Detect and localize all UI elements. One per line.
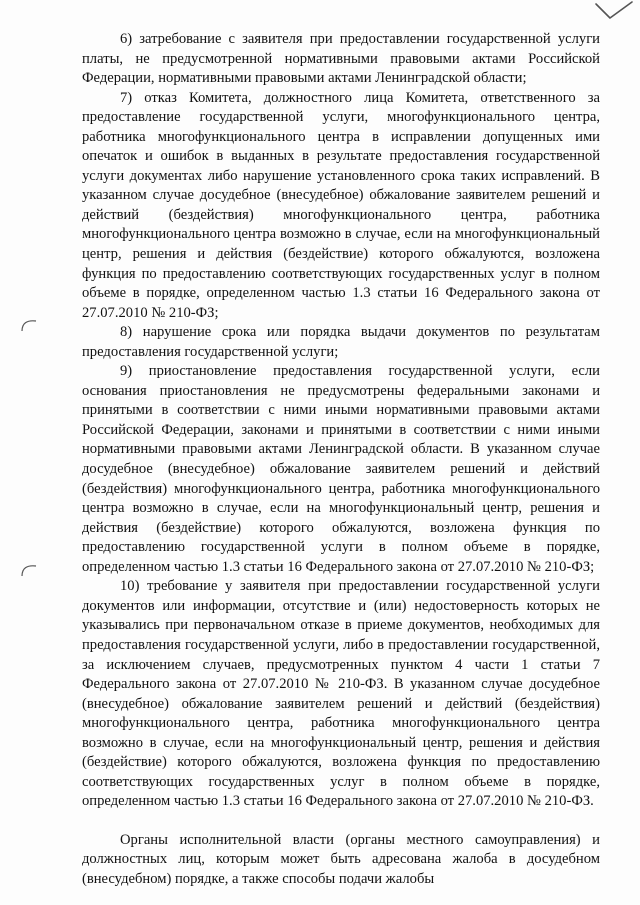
corner-check-mark — [592, 0, 640, 30]
section-heading-paragraph: Органы исполнительной власти (органы местного самоуправления) и должностных лиц, которым может быть адресована жалоба в досудебном (внесудебном) порядке, а также способы подачи жалобы — [82, 831, 600, 887]
document-body — [82, 30, 600, 890]
paragraph-item-8: 8) нарушение срока или порядка выдачи документов по результатам предоставления государственной услуги; — [82, 324, 600, 360]
punch-hole-mark — [20, 318, 38, 332]
paragraph-item-10: 10) требование у заявителя при предоставлении государственной услуги документов или информации, отсутствие и (или) недостоверность которых не указывались при первоначальном отказе в приеме документов, необходимых для предоставления государственной услуги, либо в предоставлении государственной, за исключением случаев, предусмотренных пунктом 4 части 1 статьи 7 Федерального закона от 27.07.2010 № 210-ФЗ. В указанном случае досудебное (внесудебное) обжалование заявителем решений и действий (бездействия) многофункционального центра, работника многофункционального центра возможно в случае, если на многофункциональный центр, решения и действия (бездействие) которого обжалуются, возложена функция по предоставлению соответствующих государственных услуг в полном объеме в порядке, определенном частью 1.3 статьи 16 Федерального закона от 27.07.2010 № 210-ФЗ. — [82, 578, 600, 810]
paragraph-item-7: 7) отказ Комитета, должностного лица Комитета, ответственного за предоставление государственной услуги, многофункционального центра, работника многофункционального центра в исправлении допущенных ими опечаток и ошибок в выданных в результате предоставления государственной услуги документах либо нарушение установленного срока таких исправлений. В указанном случае досудебное (внесудебное) обжалование заявителем решений и действий (бездействия) многофункционального центра, работника многофункционального центра возможно в случае, если на многофункциональный центр, решения и действия (бездействие) которого обжалуются, возложена функция по предоставлению соответствующих государственных услуг в полном объеме в порядке, определенном частью 1.3 статьи 16 Федерального закона от 27.07.2010 № 210-ФЗ; — [82, 89, 600, 321]
paragraph-item-6: 6) затребование с заявителя при предоставлении государственной услуги платы, не предусмотренной нормативными правовыми актами Российской Федерации, нормативными правовыми актами Ленинградской области; — [82, 31, 600, 87]
paragraph-item-9: 9) приостановление предоставления государственной услуги, если основания приостановления не предусмотрены федеральными законами и принятыми в соответствии с ними иными нормативными правовыми актами Российской Федерации, законами и принятыми в соответствии с ними иными нормативными правовыми актами Ленинградской области. В указанном случае досудебное (внесудебное) обжалование заявителем решений и действий (бездействия) многофункционального центра, работника многофункционального центра возможно в случае, если на многофункциональный центр, решения и действия (бездействие) которого обжалуются, возложена функция по предоставлению государственной услуги в полном объеме в порядке, определенном частью 1.3 статьи 16 Федерального закона от 27.07.2010 № 210-ФЗ; — [82, 363, 600, 575]
punch-hole-mark — [20, 563, 38, 577]
